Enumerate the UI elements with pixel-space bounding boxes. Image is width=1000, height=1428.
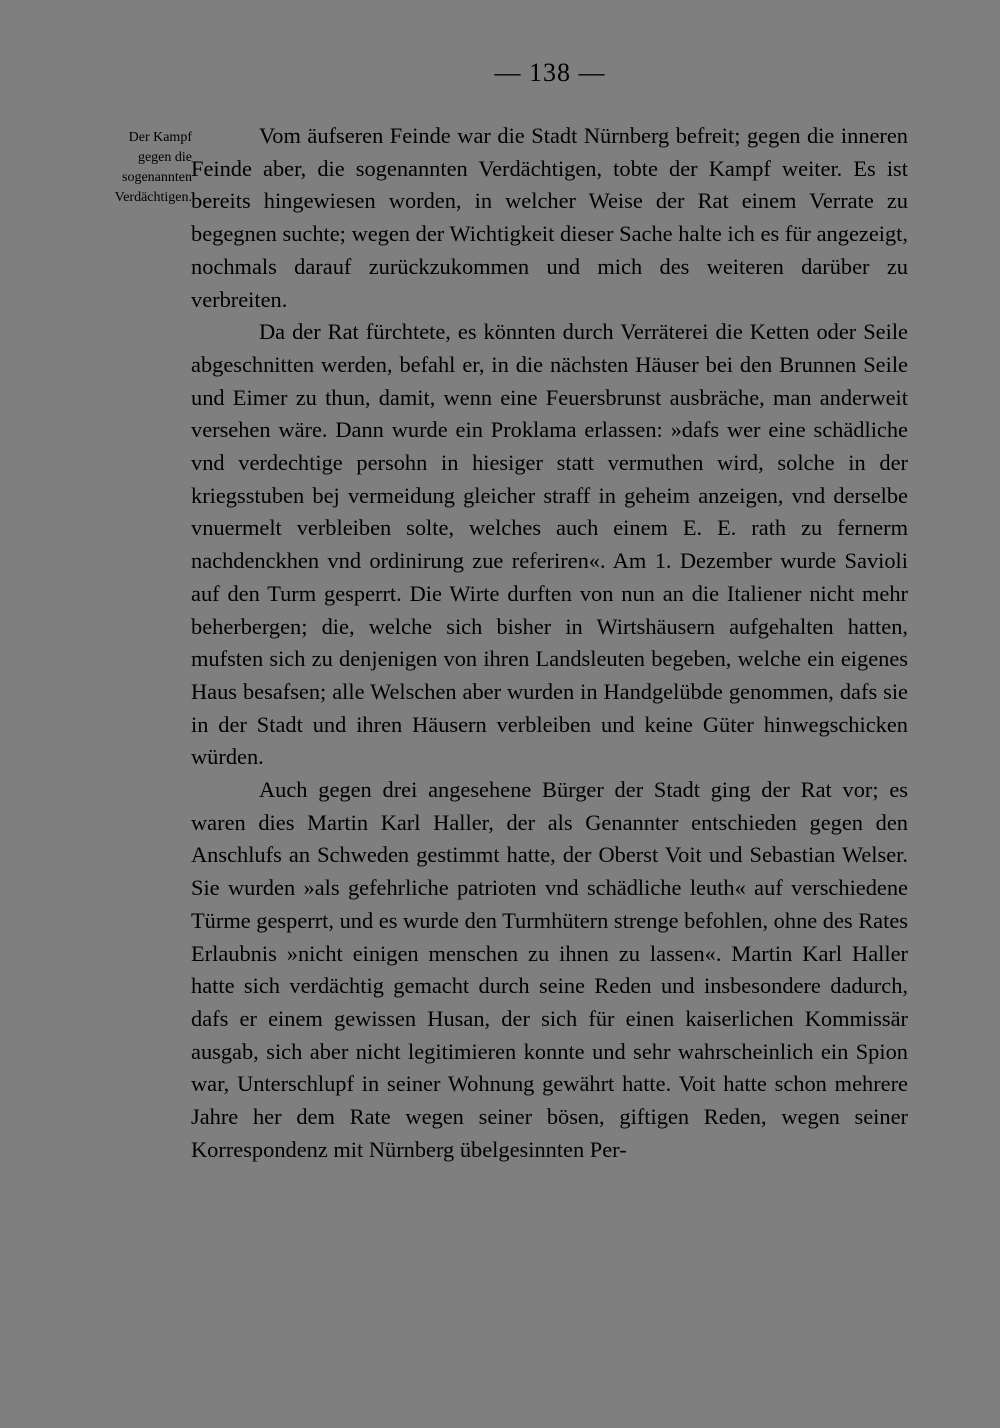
margin-note: [80, 128, 192, 208]
margin-note-line: Der Kampf: [128, 130, 192, 145]
margin-note-line: gegen die: [137, 150, 192, 165]
page-number: — 138 —: [494, 58, 606, 87]
body-text: [191, 120, 908, 1167]
margin-note-line: Verdächtigen.: [114, 190, 192, 205]
paragraph-2: Da der Rat fürchtete, es könnten durch Verräterei die Ketten oder Seile abgeschnitten werden, befahl er, in die nächsten Häuser bei den Brunnen Seile und Eimer zu thun, damit, wenn eine Feuersbrunst ausbräche, man anderweit versehen wäre. Dann wurde ein Proklama erlassen: »dafs wer eine schädliche vnd verdechtige persohn in hiesiger statt vermuthen wird, solche in der kriegsstuben bej vermeidung gleicher straff in geheim anzeigen, vnd derselbe vnuermelt verbleiben solte, welches auch einem E. E. rath zu fernerm nachdenckhen vnd ordinirung zue referiren«. Am 1. Dezember wurde Savioli auf den Turm gesperrt. Die Wirte durften von nun an die Italiener nicht mehr beherbergen; die, welche sich bisher in Wirtshäusern aufgehalten hatten, mufsten sich zu denjenigen von ihren Landsleuten begeben, welche ein eigenes Haus besafsen; alle Welschen aber wurden in Handgelübde genommen, dafs sie in der Stadt und ihren Häusern verbleiben und keine Güter hinwegschicken würden.: [191, 319, 908, 770]
margin-note-line: sogenannten: [122, 170, 192, 185]
paragraph-1: Vom äufseren Feinde war die Stadt Nürnberg befreit; gegen die inneren Feinde aber, die sogenannten Verdächtigen, tobte der Kampf weiter. Es ist bereits hingewiesen worden, in welcher Weise der Rat einem Verrate zu begegnen suchte; wegen der Wichtigkeit dieser Sache halte ich es für angezeigt, nochmals darauf zurückzukommen und mich des weiteren darüber zu verbreiten.: [191, 123, 908, 312]
paragraph-3: Auch gegen drei angesehene Bürger der Stadt ging der Rat vor; es waren dies Martin Karl Haller, der als Genannter entschieden gegen den Anschlufs an Schweden gestimmt hatte, der Oberst Voit und Sebastian Welser. Sie wurden »als gefehrliche patrioten vnd schädliche leuth« auf verschiedene Türme gesperrt, und es wurde den Turmhütern strenge befohlen, ohne des Rates Erlaubnis »nicht einigen menschen zu ihnen zu lassen«. Martin Karl Haller hatte sich verdächtig gemacht durch seine Reden und insbesondere dadurch, dafs er einem gewissen Husan, der sich für einen kaiserlichen Kommissär ausgab, sich aber nicht legitimieren konnte und sehr wahrscheinlich ein Spion war, Unterschlupf in seiner Wohnung gewährt hatte. Voit hatte schon mehrere Jahre her dem Rate wegen seiner bösen, giftigen Reden, wegen seiner Korrespondenz mit Nürnberg übelgesinnten Per-: [191, 777, 908, 1162]
